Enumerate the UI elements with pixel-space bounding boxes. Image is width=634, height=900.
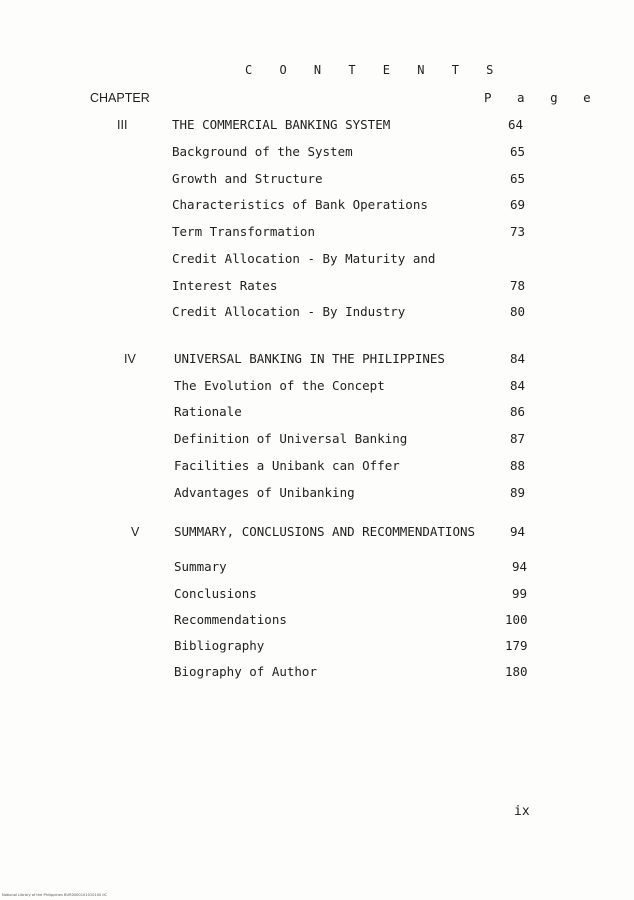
page-number: 89 [510, 485, 526, 500]
chapter-numeral: III [117, 118, 128, 132]
page-number: 69 [510, 197, 526, 212]
toc-entry: Recommendations [174, 612, 287, 627]
toc-entry: Characteristics of Bank Operations [172, 197, 428, 212]
toc-entry: Bibliography [174, 638, 265, 653]
page-number: 86 [510, 404, 526, 419]
chapter-heading: THE COMMERCIAL BANKING SYSTEM [172, 117, 391, 132]
page-number: 80 [510, 304, 526, 319]
page-number: 65 [510, 171, 526, 186]
toc-entry: Credit Allocation - By Industry [172, 304, 406, 319]
toc-entry: Growth and Structure [172, 171, 323, 186]
chapter-column-label: CHAPTER [90, 91, 150, 105]
toc-entry: Background of the System [172, 144, 353, 159]
page-number: 65 [510, 144, 526, 159]
toc-entry: Term Transformation [172, 224, 315, 239]
page-number: 88 [510, 458, 526, 473]
toc-entry: Interest Rates [172, 278, 278, 293]
page-number: 84 [510, 351, 526, 366]
toc-entry: Definition of Universal Banking [174, 431, 408, 446]
toc-entry: Summary [174, 559, 227, 574]
page-number: 100 [505, 612, 528, 627]
page-number: 99 [512, 586, 528, 601]
toc-entry: Credit Allocation - By Maturity and [172, 251, 436, 266]
chapter-heading: SUMMARY, CONCLUSIONS AND RECOMMENDATIONS [174, 524, 476, 539]
page-number: 78 [510, 278, 526, 293]
toc-entry: Biography of Author [174, 664, 317, 679]
page-number: 87 [510, 431, 526, 446]
page-number: 94 [510, 524, 526, 539]
page-number: 180 [505, 664, 528, 679]
page-number: 179 [505, 638, 528, 653]
page-column-label: P a g e [484, 90, 600, 105]
page-number: 64 [508, 117, 524, 132]
chapter-numeral: V [131, 525, 140, 539]
toc-entry: Rationale [174, 404, 242, 419]
chapter-heading: UNIVERSAL BANKING IN THE PHILIPPINES [174, 351, 445, 366]
contents-title: C O N T E N T S [245, 63, 504, 77]
toc-entry: Conclusions [174, 586, 257, 601]
page-number: 84 [510, 378, 526, 393]
toc-entry: Facilities a Unibank can Offer [174, 458, 400, 473]
page-number: 94 [512, 559, 528, 574]
library-footer: National Library of the Philippines BUR0000101010100 IIC [2, 893, 108, 897]
document-page-number: ix [514, 804, 530, 819]
page-number: 73 [510, 224, 526, 239]
toc-entry: Advantages of Unibanking [174, 485, 355, 500]
toc-entry: The Evolution of the Concept [174, 378, 385, 393]
chapter-numeral: IV [124, 352, 136, 366]
